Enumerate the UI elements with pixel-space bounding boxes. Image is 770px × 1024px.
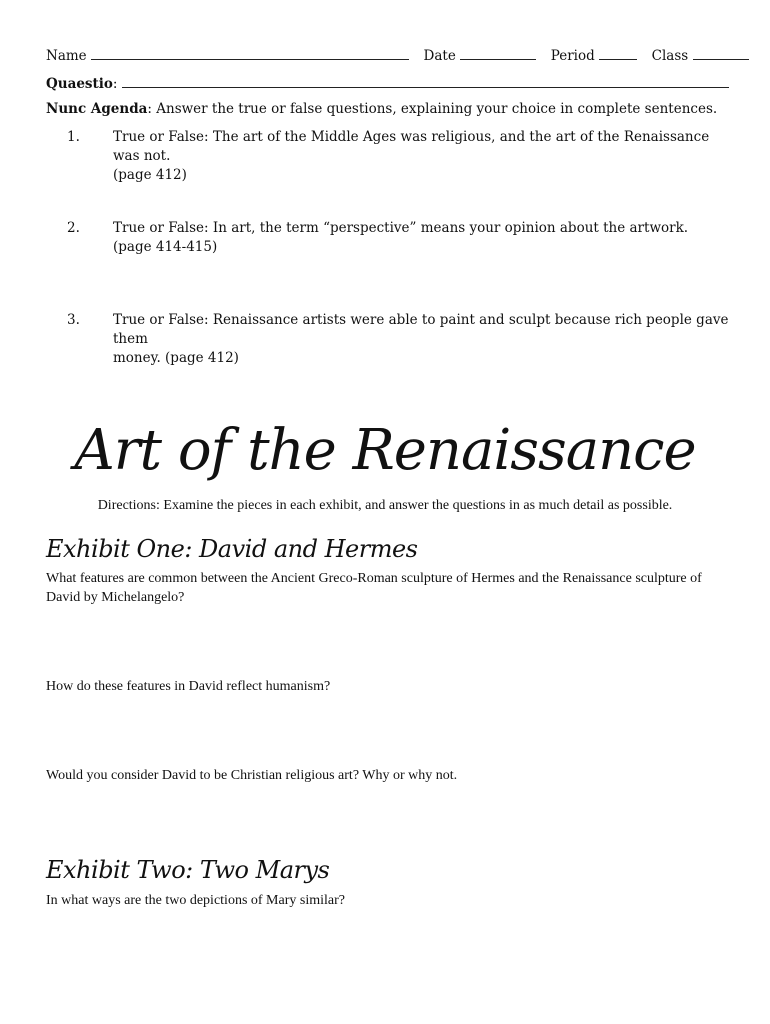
question-number: 2. <box>67 220 80 236</box>
exhibit-two-question-1: In what ways are the two depictions of Mary similar? <box>46 893 345 908</box>
name-field[interactable] <box>91 46 409 60</box>
page-title: Art of the Renaissance <box>74 418 696 483</box>
question-line: True or False: Renaissance artists were able to paint and sculpt because rich people gave them <box>113 312 729 347</box>
question-number: 1. <box>67 129 80 145</box>
exhibit-one-question-2: How do these features in David reflect humanism? <box>46 679 331 694</box>
question-text <box>113 311 733 368</box>
quaestio-label: Quaestio <box>46 76 113 92</box>
question-line: money. (page 412) <box>113 350 239 366</box>
question-line: True or False: The art of the Middle Ages was religious, and the art of the Renaissance was not. <box>113 129 710 164</box>
exhibit-one-title: Exhibit One: David and Hermes <box>46 535 418 563</box>
date-field[interactable] <box>460 46 536 60</box>
agenda <box>46 101 746 117</box>
exhibit-one-question-3: Would you consider David to be Christian religious art? Why or why not. <box>46 768 458 783</box>
period-label: Period <box>550 48 595 64</box>
agenda-text: : Answer the true or false questions, explaining your choice in complete sentences. <box>147 101 718 117</box>
directions: Directions: Examine the pieces in each exhibit, and answer the questions in as much detail as possible. <box>97 498 673 513</box>
quaestio-colon: : <box>112 76 118 92</box>
question-number: 3. <box>67 312 80 328</box>
question-text <box>113 219 733 257</box>
date-label: Date <box>423 48 456 64</box>
question-line: (page 414-415) <box>113 239 218 255</box>
period-field[interactable] <box>599 46 637 60</box>
exhibit-one-question-1: What features are common between the Ancient Greco-Roman sculpture of Hermes and the Renaissance sculpture of David by Michelangelo? <box>46 571 702 605</box>
agenda-label: Nunc Agenda <box>46 101 148 117</box>
class-label: Class <box>651 48 689 64</box>
quaestio-field[interactable] <box>122 74 729 88</box>
exhibit-two-title: Exhibit Two: Two Marys <box>46 856 330 884</box>
question-line: (page 412) <box>113 167 187 183</box>
quaestio-row <box>46 74 726 92</box>
class-field[interactable] <box>693 46 749 60</box>
name-row <box>46 46 726 64</box>
question-text <box>113 128 733 185</box>
name-label: Name <box>46 48 87 64</box>
question-line: True or False: In art, the term “perspective” means your opinion about the artwork. <box>113 220 689 236</box>
